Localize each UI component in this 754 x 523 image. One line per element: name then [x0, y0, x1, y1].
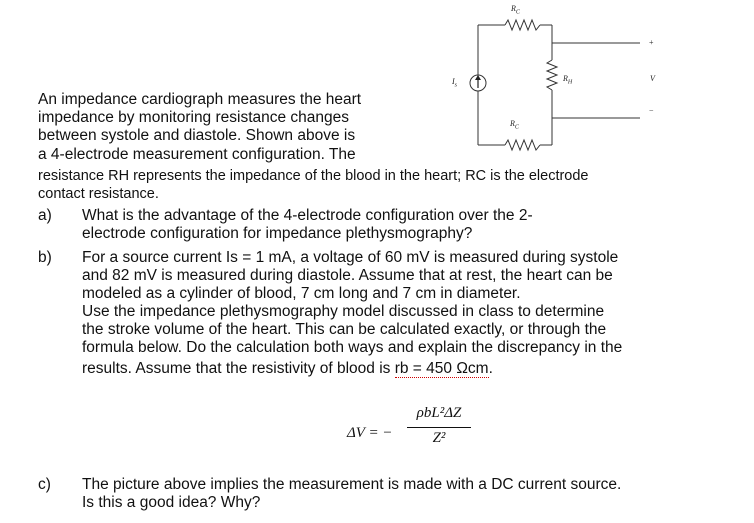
question-b-marker: b) — [38, 249, 52, 266]
intro-line-1: An impedance cardiograph measures the heart — [38, 91, 362, 108]
rc-bottom-label: $R_C$ — [510, 119, 519, 131]
rc-top-label: $R_C$ — [511, 4, 520, 16]
resistivity-value: rb = 450 Ωcm — [394, 360, 489, 377]
question-b-line-3: modeled as a cylinder of blood, 7 cm long and 7 cm in diameter. — [82, 285, 521, 302]
question-a-line-1: What is the advantage of the 4-electrode configuration over the 2- — [82, 207, 533, 224]
v-label: V — [650, 74, 655, 83]
question-a-marker: a) — [38, 207, 52, 224]
fraction-bar — [407, 427, 471, 428]
formula-denominator: Z² — [432, 430, 446, 446]
question-b-line-7: results. Assume that the resistivity of blood is rb = 450 Ωcm. — [82, 360, 493, 377]
intro-line-4: a 4-electrode measurement configuration. The — [38, 146, 356, 163]
is-label: $I_s$ — [452, 77, 458, 89]
question-b-line-4: Use the impedance plethysmography model discussed in class to determine — [82, 303, 605, 320]
question-c-marker: c) — [38, 476, 51, 493]
question-a-line-2: electrode configuration for impedance plethysmography? — [82, 225, 473, 242]
question-b-line-5: the stroke volume of the heart. This can be calculated exactly, or through the — [82, 321, 607, 338]
plus-label: + — [649, 38, 654, 47]
question-c-line-2: Is this a good idea? Why? — [82, 494, 261, 511]
question-b-line-2: and 82 mV is measured during diastole. Assume that at rest, the heart can be — [82, 267, 613, 284]
intro-line-5: resistance RH represents the impedance of the blood in the heart; RC is the electrode — [38, 168, 589, 184]
formula-numerator: ρbL²ΔZ — [416, 405, 462, 421]
question-b-line-6: formula below. Do the calculation both ways and explain the discrepancy in the — [82, 339, 623, 356]
rh-label: $R_H$ — [563, 74, 573, 86]
question-c-line-1: The picture above implies the measurement is made with a DC current source. — [82, 476, 622, 493]
question-b-line-1: For a source current Is = 1 mA, a voltage of 60 mV is measured during systole — [82, 249, 619, 266]
intro-line-2: impedance by monitoring resistance changes — [38, 109, 350, 126]
intro-line-6: contact resistance. — [38, 186, 159, 202]
formula-lhs: ΔV = − — [347, 425, 393, 441]
current-arrow-icon — [475, 75, 481, 88]
minus-label: − — [649, 106, 654, 115]
intro-line-3: between systole and diastole. Shown above is — [38, 127, 356, 144]
